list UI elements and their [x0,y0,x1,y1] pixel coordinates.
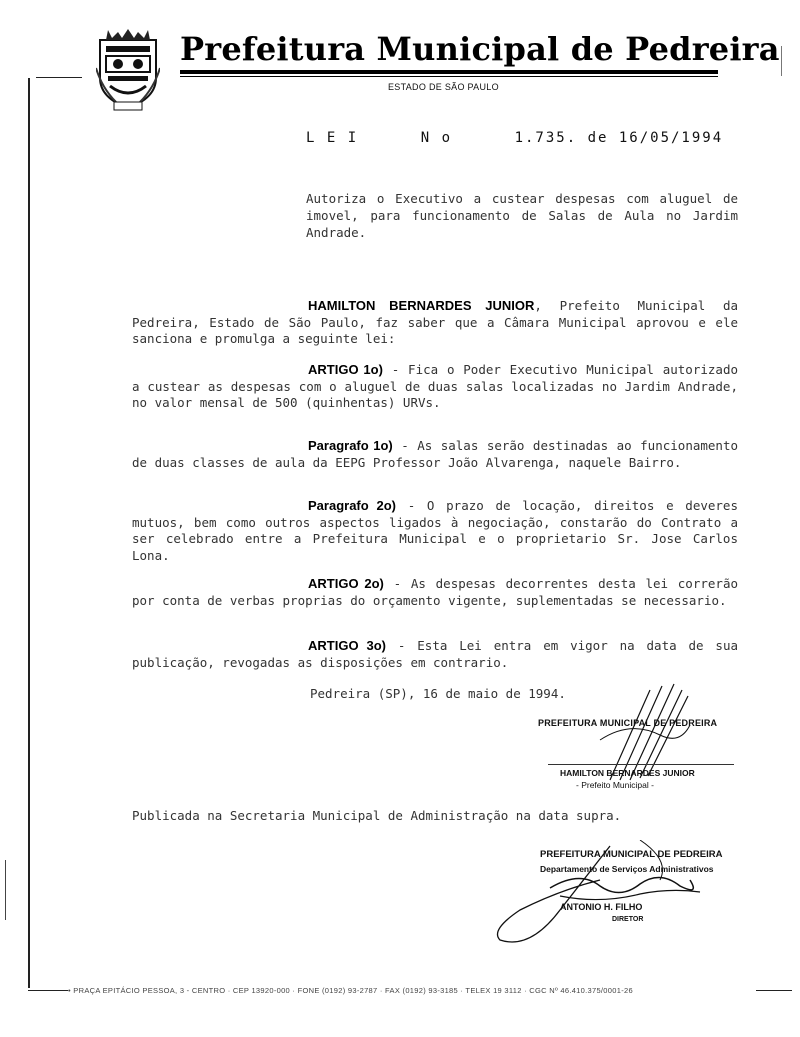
header-rule [180,70,718,74]
article-label: ARTIGO 3o) [308,638,387,653]
header-subtitle: ESTADO DE SÃO PAULO [388,82,499,92]
article-label: ARTIGO 2o) [308,576,384,591]
preamble-paragraph [132,298,738,348]
mayor-signature-role: - Prefeito Municipal - [576,780,654,790]
article-text: - As despesas decorrentes desta lei correrão por conta de verbas proprias do orçamento vigente, suplementadas se necessario. [132,576,738,608]
director-signature-name: ANTONIO H. FILHO [560,902,643,912]
director-stamp-line2: Departamento de Serviços Administrativos [540,864,714,874]
paragraph-2 [132,498,738,564]
frame-left-border [28,78,30,988]
article-2 [132,576,738,609]
signature-line [548,764,734,765]
paragraph-1 [132,438,738,471]
frame-right-tick [781,46,782,76]
article-text: - O prazo de locação, direitos e deveres mutuos, bem como outros aspectos ligados à negociação, constarão do Contrato a ser celebrado entre a Prefeitura Municipal e o proprietario Sr. Jose Carlos Lona. [132,498,738,563]
article-3 [132,638,738,671]
footer-address: • PRAÇA EPITÁCIO PESSOA, 3 - CENTRO · CEP 13920-000 · FONE (0192) 93-2787 · FAX (0192) 93-3185 · TELEX 19 3112 · CGC Nº 46.410.375/0001-26 [68,986,633,995]
date-line: Pedreira (SP), 16 de maio de 1994. [310,686,566,701]
preamble-text: , Prefeito Municipal da Pedreira, Estado de São Paulo, faz saber que a Câmara Municipal aprovou e ele sanciona e promulga a seguinte lei: [132,298,738,346]
article-text: - Esta Lei entra em vigor na data de sua publicação, revogadas as disposições em contrario. [132,638,738,670]
mayor-name: HAMILTON BERNARDES JUNIOR [308,298,535,313]
frame-bottom-left-border [28,990,68,991]
frame-top-border [36,77,82,78]
frame-bottom-right-border [756,990,792,991]
publication-note: Publicada na Secretaria Municipal de Administração na data supra. [132,808,622,823]
article-1 [132,362,738,412]
mayor-stamp-text: PREFEITURA MUNICIPAL DE PEDREIRA [538,718,718,728]
law-title: L E I N o 1.735. de 16/05/1994 [306,130,724,146]
page-title: Prefeitura Municipal de Pedreira [180,30,780,68]
law-summary: Autoriza o Executivo a custear despesas com aluguel de imovel, para funcionamento de Salas de Aula no Jardim Andrade. [306,191,738,240]
municipal-crest-icon [96,28,160,112]
director-signature-role: DIRETOR [612,916,644,923]
article-text: - As salas serão destinadas ao funcionamento de duas classes de aula da EEPG Professor João Alvarenga, naquele Bairro. [132,438,738,470]
director-stamp-line1: PREFEITURA MUNICIPAL DE PEDREIRA [540,849,723,860]
article-label: Paragrafo 2o) [308,498,396,513]
mayor-signature-name: HAMILTON BERNARDES JUNIOR [560,768,695,778]
article-text: - Fica o Poder Executivo Municipal autorizado a custear as despesas com o aluguel de duas salas localizadas no Jardim Andrade, no valor mensal de 500 (quinhentas) URVs. [132,362,738,410]
header-rule-thin [180,76,718,77]
article-label: ARTIGO 1o) [308,362,383,377]
margin-mark [5,860,6,920]
mayor-stamp [538,718,738,728]
article-label: Paragrafo 1o) [308,438,393,453]
